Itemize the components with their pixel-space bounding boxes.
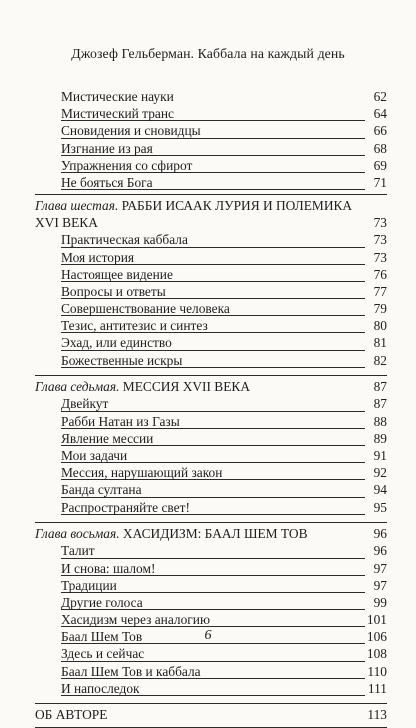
toc-entry: [35, 542, 387, 559]
chapter-rule: [35, 194, 387, 195]
chapter-label: Глава шестая.: [35, 198, 119, 214]
chapter-rule: [35, 522, 387, 523]
toc-entry: [35, 266, 387, 283]
toc-entry-page: 111: [367, 680, 387, 696]
chapter-page: 96: [373, 525, 387, 541]
toc-entry-page: 69: [373, 157, 387, 173]
toc-entry-page: 62: [373, 89, 387, 104]
toc-top-entries: [35, 88, 387, 191]
toc-entry: [35, 645, 387, 662]
toc-entry: [35, 88, 387, 105]
chapter-heading: [35, 526, 387, 543]
toc-entry: [35, 249, 387, 266]
toc-entry: [35, 481, 387, 498]
toc-entry-title: Тезис, антитезис и синтез: [61, 318, 208, 334]
toc-entry-title: Явление мессии: [61, 430, 154, 446]
toc-entry-page: 88: [373, 413, 387, 429]
toc-entry-title: Совершенствование человека: [61, 301, 230, 317]
toc-entry: [35, 680, 387, 697]
toc-entry-title: Другие голоса: [61, 594, 143, 610]
toc-entry-page: 101: [366, 612, 387, 628]
toc-entry-page: 92: [373, 465, 387, 481]
chapter-heading: [35, 379, 387, 396]
toc-entry: [35, 231, 387, 248]
toc-entry: [35, 140, 387, 157]
toc-entry-page: 73: [373, 232, 387, 248]
toc-entry-title: Эхад, или единство: [61, 335, 172, 351]
toc-entry-page: 80: [373, 318, 387, 334]
toc-entry-page: 81: [373, 335, 387, 351]
toc-entry-title: И снова: шалом!: [61, 560, 156, 576]
toc-entry: [35, 447, 387, 464]
toc-entry-page: 95: [373, 499, 387, 515]
chapter-title: РАББИ ИСААК ЛУРИЯ И ПОЛЕМИКА: [121, 198, 353, 214]
toc-entry-page: 91: [373, 447, 387, 463]
toc-entry: [35, 594, 387, 611]
toc-leader-line: [61, 558, 365, 559]
toc-entry-page: 79: [373, 301, 387, 317]
toc-entry-title: Упражнения со сфирот: [61, 157, 193, 173]
about-author-line: [35, 707, 387, 724]
toc-entry: [35, 334, 387, 351]
toc-entry-title: Хасидизм через аналогию: [61, 612, 210, 628]
toc-entry-page: 96: [373, 543, 387, 559]
chapter-entries: [35, 395, 387, 515]
about-author-rule: [35, 727, 387, 728]
toc-entry-title: Баал Шем Тов и каббала: [61, 663, 201, 679]
chapter-label: Глава восьмая.: [35, 525, 120, 541]
running-header: Джозеф Гельберман. Каббала на каждый день: [71, 46, 345, 61]
toc-entry-title: Традиции: [61, 577, 117, 593]
chapter-title-line: [35, 198, 387, 215]
toc-entry-title: Мои задачи: [61, 447, 128, 463]
toc-entry-page: 64: [373, 106, 387, 122]
toc-entry-title: И напоследок: [61, 680, 140, 696]
toc-entry: [35, 174, 387, 191]
toc-entry-page: 77: [373, 283, 387, 299]
toc-entry: [35, 105, 387, 122]
toc-entry-title: Настоящее видение: [61, 266, 173, 282]
chapter-title-line: [35, 379, 387, 396]
toc-entry: [35, 499, 387, 516]
chapter-title-line: [35, 526, 387, 543]
chapter-title: ХАСИДИЗМ: БААЛ ШЕМ ТОВ: [122, 525, 308, 541]
toc-entry-page: 89: [373, 430, 387, 446]
toc-entry: [35, 317, 387, 334]
toc-entry-title: Моя история: [61, 249, 135, 265]
chapter-title-continued: XVI ВЕКА: [35, 214, 98, 230]
toc-entry: [35, 611, 387, 628]
toc-entry: [35, 413, 387, 430]
chapter-label: Глава седьмая.: [35, 378, 120, 394]
toc-entry: [35, 352, 387, 369]
page-number: 6: [204, 628, 212, 643]
toc-entry: [35, 430, 387, 447]
toc-entry: [35, 464, 387, 481]
toc-entry-page: 76: [373, 266, 387, 282]
chapter-rule: [35, 703, 387, 704]
toc-entry-title: Баал Шем Тов: [61, 629, 143, 645]
toc-entry-page: 108: [366, 646, 387, 662]
chapter-entries: [35, 231, 387, 369]
chapter-heading: [35, 198, 387, 231]
about-author-title: ОБ АВТОРЕ: [35, 707, 108, 722]
toc-entry: [35, 663, 387, 680]
toc-entry-title: Рабби Натан из Газы: [61, 413, 180, 429]
chapter-title-line: [35, 215, 387, 232]
toc-entry-title: Мессия, нарушающий закон: [61, 465, 223, 481]
toc-entry: [35, 577, 387, 594]
toc-entry: [35, 283, 387, 300]
toc-entry: [35, 157, 387, 174]
toc-entry-page: 82: [373, 352, 387, 368]
toc-entry-page: 97: [373, 577, 387, 593]
toc-entry-title: Мистический транс: [61, 106, 174, 122]
toc-entry-page: 87: [373, 396, 387, 412]
toc-entry-page: 110: [367, 663, 387, 679]
toc-entry: [35, 395, 387, 412]
toc-entry-page: 94: [373, 482, 387, 498]
toc-entry-title: Мистические науки: [61, 89, 174, 104]
toc-entry-title: Практическая каббала: [61, 232, 188, 248]
toc-entry-title: Здесь и сейчас: [61, 646, 145, 662]
chapter-entries: [35, 542, 387, 697]
toc-entry-title: Талит: [61, 543, 95, 559]
toc-entry-page: 106: [366, 629, 387, 645]
toc-entry: [35, 122, 387, 139]
toc-entry-title: Изгнание из рая: [61, 140, 153, 156]
toc-entry-title: Вопросы и ответы: [61, 283, 166, 299]
toc-entry-page: 71: [373, 174, 387, 190]
toc-entry-title: Распространяйте свет!: [61, 499, 190, 515]
toc-entry: [35, 300, 387, 317]
chapter-title: МЕССИЯ XVII ВЕКА: [122, 378, 251, 394]
toc-entry-page: 68: [373, 140, 387, 156]
toc-entry-title: Сновидения и сновидцы: [61, 123, 201, 139]
chapter-page: 87: [373, 378, 387, 394]
about-author-page: 113: [367, 707, 387, 722]
toc-entry-page: 66: [373, 123, 387, 139]
toc-entry-page: 97: [373, 560, 387, 576]
toc-entry-title: Божественные искры: [61, 352, 183, 368]
toc-entry-page: 73: [373, 249, 387, 265]
chapter-rule: [35, 375, 387, 376]
chapter-page: 73: [373, 214, 387, 230]
about-author-heading: [35, 707, 387, 728]
toc-entry-page: 99: [373, 594, 387, 610]
toc-entry-title: Не бояться Бога: [61, 174, 153, 190]
toc-entry: [35, 560, 387, 577]
toc-entry-title: Двейкут: [61, 396, 109, 412]
toc-entry-title: Банда султана: [61, 482, 142, 498]
